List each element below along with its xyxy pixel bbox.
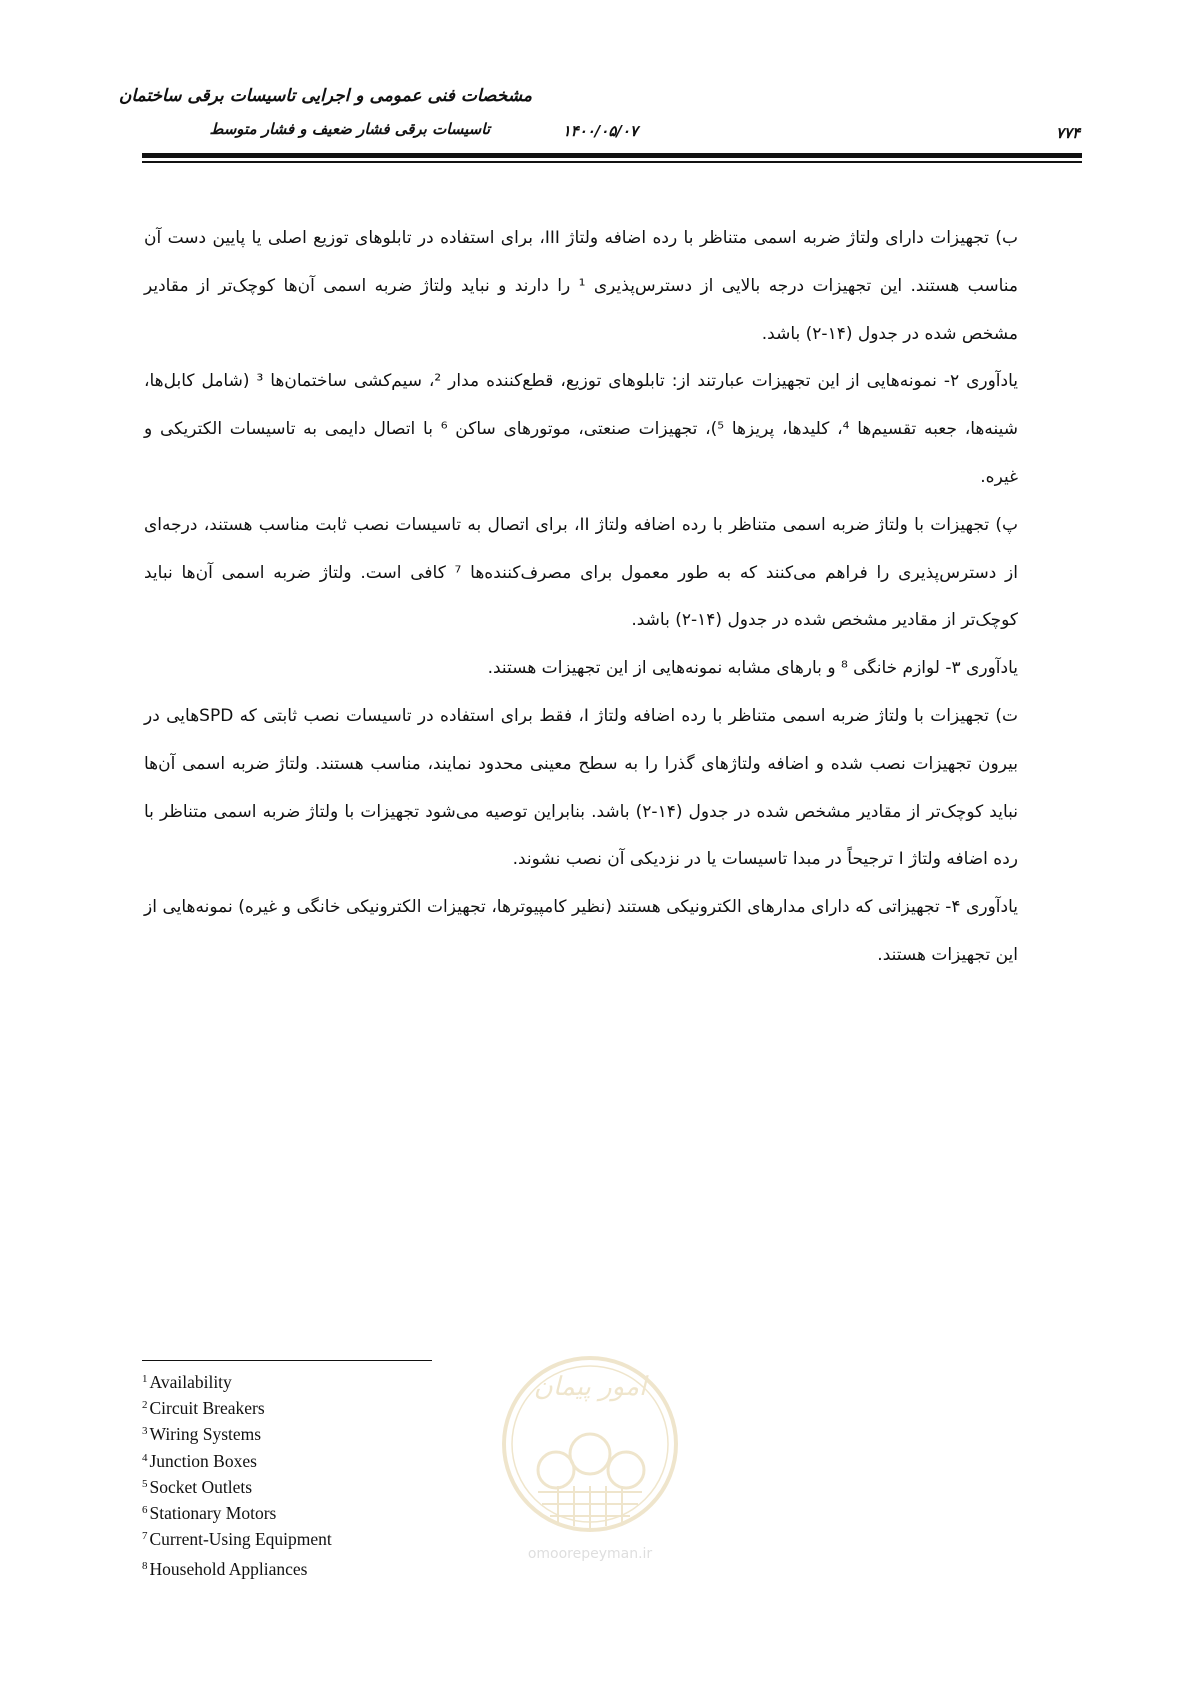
paragraph-t: ت) تجهیزات با ولتاژ ضربه اسمی متناظر با رده اضافه ولتاژ I، فقط برای استفاده در تاسیسات نصب ثابتی که SPDهایی در بیرون تجهیزات نصب شده و اضافه ولتاژهای گذرا را به سطح معینی محدود نمایند، مناسب هستند. ولتاژ ضربه اسمی آن‌ها نباید کوچک‌تر از مقادیر مشخص شده در جدول (۱۴-۲) باشد. بنابراین توصیه می‌شود تجهیزات با ولتاژ ضربه اسمی متناظر با رده اضافه ولتاژ I ترجیحاً در مبدا تاسیسات یا در نزدیکی آن نصب نشوند. xyxy=(144,705,1019,870)
footnotes xyxy=(142,1368,542,1582)
paragraph-p: پ) تجهیزات با ولتاژ ضربه اسمی متناظر با رده اضافه ولتاژ II، برای اتصال به تاسیسات نصب ثابت مناسب هستند، درجه‌ای از دسترس‌پذیری را فراهم می‌کنند که به طور معمول برای مصرف‌کننده‌ها ⁷ کافی است. ولتاژ ضربه اسمی آن‌ها نباید کوچک‌تر از مقادیر مشخص شده در جدول (۱۴-۲) باشد. xyxy=(144,514,1019,631)
note-4: یادآوری ۴- تجهیزاتی که دارای مدارهای الکترونیکی هستند (نظیر کامپیوترها، تجهیزات الکترونیکی خانگی و غیره) نمونه‌هایی از این تجهیزات هستند. xyxy=(144,897,1018,965)
footnote: $^2$ Circuit Breakers xyxy=(142,1398,265,1419)
note-3: یادآوری ۳- لوازم خانگی ⁸ و بارهای مشابه نمونه‌هایی از این تجهیزات هستند. xyxy=(487,658,1018,679)
document-date: ۱۴۰۰/۰۵/۰۷ xyxy=(562,122,638,140)
footnote: $^1$ Availability xyxy=(142,1372,232,1392)
footnote: $^5$ Socket Outlets xyxy=(142,1476,253,1497)
header-rule-thick xyxy=(142,153,1082,158)
watermark-brand: امور پیمان xyxy=(533,1372,647,1402)
page-number: ۷۷۴ xyxy=(1055,124,1080,142)
paragraph-b: ب) تجهیزات دارای ولتاژ ضربه اسمی متناظر با رده اضافه ولتاژ III، برای استفاده در تابلوهای توزیع اصلی یا پایین دست آن مناسب هستند. این تجهیزات درجه بالایی از دسترس‌پذیری ¹ را دارند و نباید ولتاژ ضربه اسمی آن‌ها کوچک‌تر از مقادیر مشخص شده در جدول (۱۴-۲) باشد. xyxy=(144,228,1018,344)
footnote: $^8$ Household Appliances xyxy=(142,1559,308,1580)
footnote: $^7$ Current-Using Equipment xyxy=(142,1529,332,1550)
footnote: $^3$ Wiring Systems xyxy=(142,1424,262,1445)
footnote: $^6$ Stationary Motors xyxy=(142,1503,277,1524)
document-subtitle: تاسیسات برقی فشار ضعیف و فشار متوسط xyxy=(209,120,490,138)
note-2: یادآوری ۲- نمونه‌هایی از این تجهیزات عبارتند از: تابلوهای توزیع، قطع‌کننده مدار ²، سیم‌کشی ساختمان‌ها ³ (شامل کابل‌ها، شینه‌ها، جعبه تقسیم‌ها ⁴، کلیدها، پریزها ⁵)، تجهیزات صنعتی، موتورهای ساکن ⁶ با اتصال دایمی به تاسیسات الکتریکی و غیره. xyxy=(144,371,1018,487)
header-rule-thin xyxy=(142,161,1082,163)
body-text xyxy=(144,215,1018,980)
watermark-url: omoorepeyman.ir xyxy=(527,1546,653,1562)
watermark-logo xyxy=(498,1352,682,1562)
footnote-rule xyxy=(142,1360,432,1361)
footnote: $^4$ Junction Boxes xyxy=(142,1450,257,1471)
document-title: مشخصات فنی عمومی و اجرایی تاسیسات برقی ساختمان xyxy=(118,86,532,106)
